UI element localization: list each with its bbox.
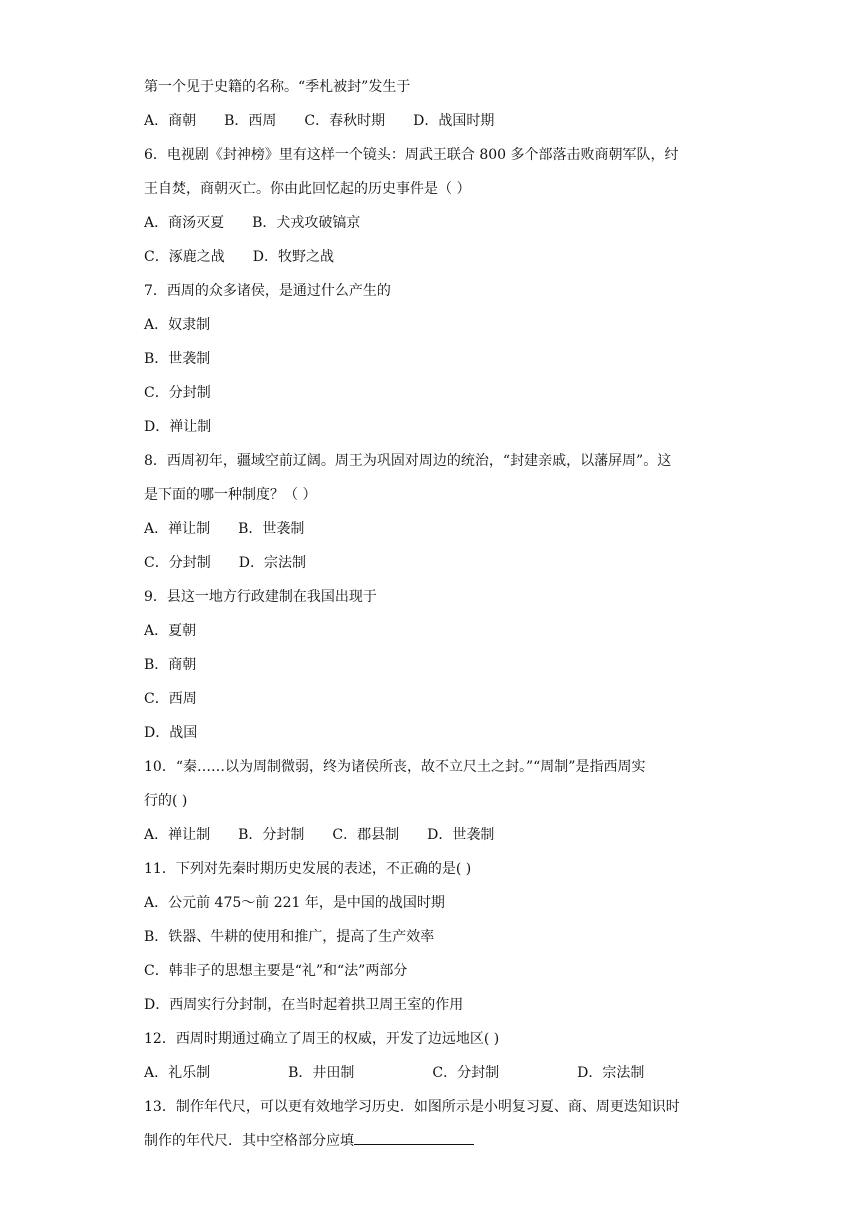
q13-answer-blank[interactable] xyxy=(354,1130,474,1145)
q10-options xyxy=(144,818,724,852)
q9-option-b: B．商朝 xyxy=(144,657,197,673)
q8-options-row1 xyxy=(144,512,724,546)
q7-option-c: C．分封制 xyxy=(144,385,211,401)
q10-option-c: C．郡县制 xyxy=(332,827,400,843)
q8-option-b: B．世袭制 xyxy=(238,521,305,537)
q6-option-b: B．犬戎攻破镐京 xyxy=(252,215,361,231)
q6-stem-line2: 王自焚，商朝灭亡。你由此回忆起的历史事件是（ ） xyxy=(144,181,471,197)
q11-option-b: B．铁器、牛耕的使用和推广，提高了生产效率 xyxy=(144,929,435,945)
q8-option-c: C．分封制 xyxy=(144,555,211,571)
q7-stem: 7．西周的众多诸侯，是通过什么产生的 xyxy=(144,283,391,299)
q11-stem: 11．下列对先秦时期历史发展的表述，不正确的是( ) xyxy=(144,861,472,877)
worksheet-page xyxy=(144,70,724,1158)
q10-stem-line1: 10．“秦……以为周制微弱，终为诸侯所丧，故不立尺土之封。”“周制”是指西周实 xyxy=(144,759,646,775)
q13-stem-line2 xyxy=(144,1124,724,1158)
q7-option-d: D．禅让制 xyxy=(144,419,212,435)
q8-options-row2 xyxy=(144,546,724,580)
q8-stem-line2: 是下面的哪一种制度？（ ） xyxy=(144,487,317,503)
q5-option-c: C．春秋时期 xyxy=(304,113,386,129)
q8-stem-line1: 8．西周初年，疆域空前辽阔。周王为巩固对周边的统治，“封建亲戚，以藩屏周”。这 xyxy=(144,453,672,469)
q8-option-d: D．宗法制 xyxy=(238,555,306,571)
q7-option-b: B．世袭制 xyxy=(144,351,211,367)
q13-stem-line1: 13．制作年代尺，可以更有效地学习历史．如图所示是小明复习夏、商、周更迭知识时 xyxy=(144,1099,680,1115)
q9-option-a: A．夏朝 xyxy=(144,623,197,639)
q9-option-d: D．战国 xyxy=(144,725,198,741)
q12-options xyxy=(144,1056,724,1090)
q9-stem: 9．县这一地方行政建制在我国出现于 xyxy=(144,589,377,605)
q10-stem-line2: 行的( ) xyxy=(144,793,188,809)
q12-option-d: D．宗法制 xyxy=(577,1065,645,1081)
q6-options-row1 xyxy=(144,206,724,240)
q7-option-a: A．奴隶制 xyxy=(144,317,211,333)
q8-option-a: A．禅让制 xyxy=(144,521,211,537)
q6-options-row2 xyxy=(144,240,724,274)
q6-option-c: C．涿鹿之战 xyxy=(144,249,225,265)
q9-option-c: C．西周 xyxy=(144,691,197,707)
q12-option-c: C．分封制 xyxy=(432,1065,500,1081)
q10-option-d: D．世袭制 xyxy=(427,827,495,843)
q6-option-d: D．牧野之战 xyxy=(252,249,334,265)
q11-option-d: D．西周实行分封制，在当时起着拱卫周王室的作用 xyxy=(144,997,464,1013)
q5-stem-tail: 第一个见于史籍的名称。“季札被封”发生于 xyxy=(144,79,411,95)
q6-stem-line1: 6．电视剧《封神榜》里有这样一个镜头：周武王联合 800 多个部落击败商朝军队，纣 xyxy=(144,147,679,163)
q13-stem-text: 制作的年代尺．其中空格部分应填 xyxy=(144,1133,354,1149)
q10-option-a: A．禅让制 xyxy=(144,827,211,843)
q12-option-a: A．礼乐制 xyxy=(144,1065,211,1081)
q5-option-d: D．战国时期 xyxy=(413,113,495,129)
q6-option-a: A．商汤灭夏 xyxy=(144,215,225,231)
q11-option-a: A．公元前 475～前 221 年，是中国的战国时期 xyxy=(144,895,445,911)
q11-option-c: C．韩非子的思想主要是“礼”和“法”两部分 xyxy=(144,963,408,979)
q5-option-a: A．商朝 xyxy=(144,113,197,129)
q5-option-b: B．西周 xyxy=(224,113,277,129)
q10-option-b: B．分封制 xyxy=(238,827,305,843)
q5-options xyxy=(144,104,724,138)
q12-stem: 12．西周时期通过确立了周王的权威，开发了边远地区( ) xyxy=(144,1031,500,1047)
q12-option-b: B．井田制 xyxy=(288,1065,355,1081)
